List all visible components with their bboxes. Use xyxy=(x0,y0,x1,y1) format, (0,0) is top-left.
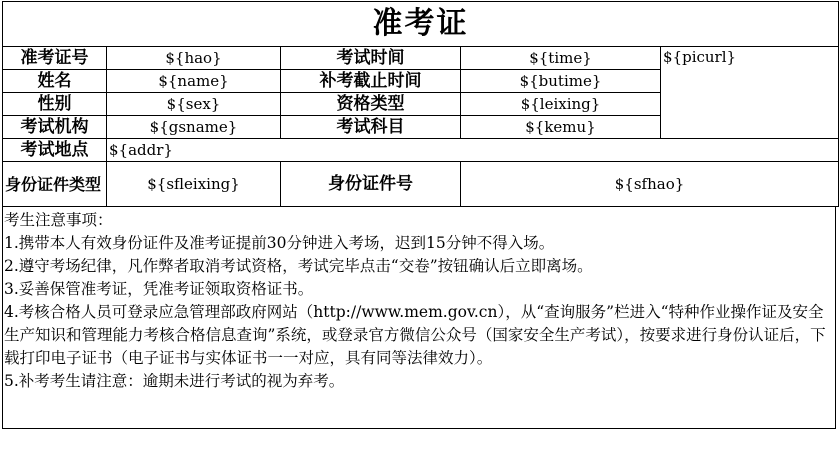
note-item-2: 2.遵守考场纪律，凡作弊者取消考试资格，考试完毕点击“交卷”按钮确认后立即离场。 xyxy=(4,257,593,275)
org-label: 考试机构 xyxy=(3,116,107,139)
makeup-deadline-label: 补考截止时间 xyxy=(281,70,461,93)
ticket-no-label: 准考证号 xyxy=(3,47,107,70)
notes-heading: 考生注意事项： xyxy=(4,211,113,229)
exam-notes xyxy=(2,207,836,429)
note-item-4: 4.考核合格人员可登录应急管理部政府网站（http://www.mem.gov.cn），从“查询服务”栏进入“特种作业操作证及安全生产知识和管理能力考核合格信息查询”系统，或登录官方微信公众号（国家安全生产考试），按要求进行身份认证后，下载打印电子证书（电子证书与实体证书一一对应，具有同等法律效力）。 xyxy=(4,303,826,367)
gender-label: 性别 xyxy=(3,93,107,116)
id-no-label: 身份证件号 xyxy=(281,162,461,207)
admission-ticket xyxy=(2,1,838,429)
note-item-1: 1.携带本人有效身份证件及准考证提前30分钟进入考场，迟到15分钟不得入场。 xyxy=(4,234,555,252)
gender-value: ${sex} xyxy=(107,93,281,116)
name-label: 姓名 xyxy=(3,70,107,93)
id-type-label: 身份证件类型 xyxy=(3,162,107,207)
org-value: ${gsname} xyxy=(107,116,281,139)
id-type-value: ${sfleixing} xyxy=(107,162,281,207)
name-value: ${name} xyxy=(107,70,281,93)
address-value: ${addr} xyxy=(107,139,839,162)
qual-type-label: 资格类型 xyxy=(281,93,461,116)
makeup-deadline-value: ${butime} xyxy=(461,70,661,93)
exam-time-value: ${time} xyxy=(461,47,661,70)
ticket-no-value: ${hao} xyxy=(107,47,281,70)
address-label: 考试地点 xyxy=(3,139,107,162)
ticket-title: 准考证 xyxy=(3,2,839,47)
id-no-value: ${sfhao} xyxy=(461,162,839,207)
photo-cell: ${picurl} xyxy=(661,47,839,139)
subject-label: 考试科目 xyxy=(281,116,461,139)
ticket-table xyxy=(2,1,839,207)
note-item-3: 3.妥善保管准考证，凭准考证领取资格证书。 xyxy=(4,280,314,298)
exam-time-label: 考试时间 xyxy=(281,47,461,70)
subject-value: ${kemu} xyxy=(461,116,661,139)
qual-type-value: ${leixing} xyxy=(461,93,661,116)
note-item-5: 5.补考考生请注意：逾期未进行考试的视为弃考。 xyxy=(4,372,345,390)
